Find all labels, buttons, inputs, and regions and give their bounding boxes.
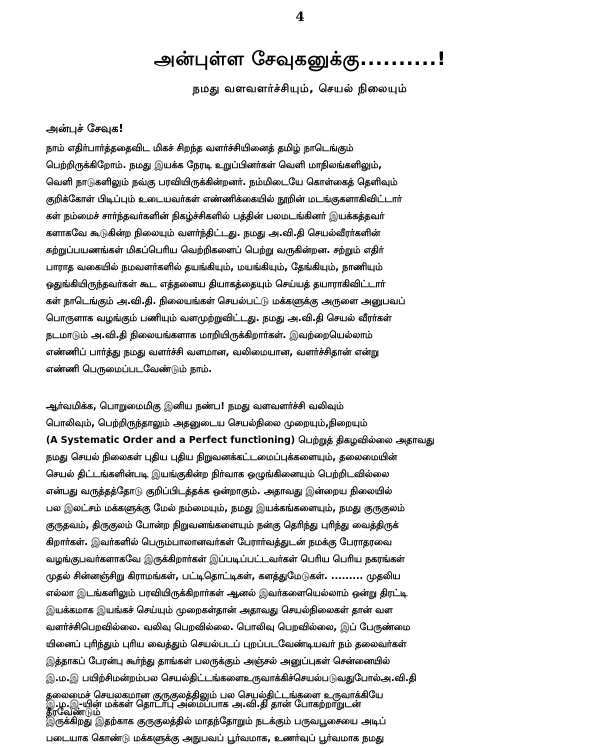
paragraph-line: வெளி நாடுகளிலும் நவ்கு பரவியிருக்கின்றனர். நம்மிடையே கொள்கைத் தெளிவும் (46, 177, 398, 188)
paragraph-line: நாம் எதிர்பார்த்ததைவிட மிகச் சிறந்த வளர்ச்சியினைத் தமிழ் நாடெங்கும் (46, 143, 354, 154)
paragraph-line: பொருளாக வழங்கும் பணியும் வளமுற்றுவிட்டது. நமது அ.வி.தி செயல் வீரர்கள் (46, 313, 392, 324)
paragraph-line: பொலிவும், பெற்றிருந்தாலும் அதனுடைய செயல்நிலை முறையும்,நிறையும் (46, 418, 368, 429)
page-title: அன்புள்ள சேவுகனுக்கு..........! (153, 48, 447, 70)
paragraph-line: இ.ம.இ-யின் மக்கள் தொடர்பு அமைப்பாக அ.வி.தி தான் போகற்றாறுடன் (46, 699, 361, 710)
paragraph-line: நடமாடும் அ.வி.தி நிலையங்களாக மாறியிருக்கிறார்கள். இவற்றையெல்லாம் (46, 330, 373, 341)
paragraph-line: கிறார்கள். இவர்களில் பெரும்பாலானவர்கள் பேரார்வத்துடன் நமக்கு பேராதரவை (46, 537, 392, 548)
paragraph-line: இயக்கமாக இயங்கச் செய்யும் முறைகள்தான் அதாவது செயல்நிலைகள் தான் வள (46, 605, 393, 616)
page-subtitle: நமது வளவளர்ச்சியும், செயல் நிலையும் (192, 82, 408, 95)
paragraph-line: குறிக்கோள் பிடிப்பும் உடையவர்கள் எண்ணிக்கையில் நூறின் மடங்குகளாகிவிட்டார் (46, 194, 402, 205)
paragraph-line: ஆர்வமிக்க, பொறுமைமிகு இனிய நண்ப! நமது வளவளர்ச்சி வலிவும் (46, 401, 344, 412)
paragraph-line: இருக்கிறது இதற்காக குருகுலத்தில் மாதந்தோறும் நடக்கும் பருவபூசையை அடிப் (46, 716, 386, 727)
paragraph-line: ஒதுங்கியிருந்தவர்கள் கூட எத்தனைய தியாகத்தையும் செய்யத் தயாராகிவிட்டார் (46, 279, 386, 290)
paragraph-line: பாராத வகையில் நமவளர்களில் தயங்கியும், மயங்கியும், தேங்கியும், நாணியும் (46, 262, 383, 273)
paragraph-line: யினைப் புரிந்தும் புரிய வைத்தும் செயல்படப் புறப்படவேண்டியவர் நம் தலைவர்கள் (46, 639, 407, 650)
paragraph-1 (46, 140, 554, 378)
paragraph-line: இத்தாகப் பேரன்பு கூர்ந்து தாங்கள் பலருக்கும் அஞ்சல் அனுப்புகள் சென்னையில் (46, 656, 391, 667)
paragraph-line: பல இலட்சம் மக்களுக்கு மேல் நம்மையும், நமது இயக்கங்களையும், நமது குருகுலம் (46, 503, 405, 514)
salutation: அன்புச் சேவுக! (46, 122, 124, 135)
paragraph-line: எண்ணிப் பார்த்து நமது வளர்ச்சி வளமான, வலிமையான, வளர்ச்சிதான் என்று (46, 347, 379, 358)
paragraph-line: (A Systematic Order and a Perfect functioning) பெற்றுத் திகழவில்லை அதாவது (46, 435, 435, 446)
paragraph-line: என்பது வருத்தத்தோடு குறிப்பிடத்தக்க ஒன்றாகும். அதாவது இன்றைய நிலையில் (46, 486, 393, 497)
paragraph-line: எண்ணி பெருமைப்படவேண்டும் நாம். (46, 364, 212, 375)
paragraph-line: தீரவேண்டும் (46, 707, 101, 718)
paragraph-line: கள் நம்மைச் சார்ந்தவர்களின் நிகழ்ச்சிகளில் பத்தின் பலமடங்கினர் இயக்கத்தவர் (46, 211, 385, 222)
paragraph-2 (46, 398, 554, 721)
paragraph-line: எல்லா இடங்களிலும் பரவியிருக்கிறார்கள் ஆனல் இவர்களையெல்லாம் ஒன்று திரட்டி (46, 588, 408, 599)
paragraph-line: குருதவம், திருகுலம் போன்ற நிறுவனங்களையும் நன்கு தெரிந்து புரிந்து வைத்திருக் (46, 520, 399, 531)
paragraph-line: இ.ம.இ பயிற்சிமன்றம்பல செயல்திட்டங்களைஉருவாக்கிச்செயல்படுவதுபோல்அ.வி.தி (46, 673, 417, 684)
paragraph-line: செயல் திட்டங்களின்படி இயங்குகின்ற நிர்வாக ஒழுங்கினையும் பெற்றிடவில்லை (46, 469, 390, 480)
paragraph-line: முதல் சின்னஞ்சிறு கிராமங்கள், பட்டிதொட்டிகள், களத்துமேடுகள். ......... முதலிய (46, 571, 401, 582)
paragraph-line: களாகவே கூடுகின்ற நிலையும் வளர்ந்திட்டது. நமது அ.வி.தி செயல்வீரர்களின் (46, 228, 381, 239)
paragraph-line: வழங்குபவர்களாகவே இருக்கிறார்கள் இப்படிப்பட்டவர்கள் பெரிய பெரிய நகரங்கள் (46, 554, 405, 565)
paragraph-line: படையாக கொண்டு மக்களுக்கு அநுபவப் பூர்வமாக, உணர்வுப் பூர்வமாக நமது (46, 733, 384, 744)
paragraph-line: தலைமைச் செயலகமான குருகுலத்திலும் பல செயல்திட்டங்களை உருவாக்கியே (46, 690, 384, 701)
paragraph-line: சுற்றுப்பயணங்கள் மிகப்பெரிய வெற்றிகளைப் பெற்று வருகின்றன. சற்றும் எதிர் (46, 245, 384, 256)
paragraph-line: கள் நாடெங்கும் அ.வி.தி. நிலையங்கள் செயல்பட்டு மக்களுக்கு அருளை அனுபவப் (46, 296, 406, 307)
paragraph-3 (46, 696, 554, 747)
paragraph-line: வளர்ச்சிபெறவில்லை. வலிவு பெறவில்லை. பொலிவு பெறவில்லை, இப் பேருண்மை (46, 622, 411, 633)
page-number: 4 (295, 10, 305, 25)
paragraph-line: நமது செயல் நிலைகள் புதிய புதிய நிறுவனக்கட்டமைப்புக்களையும், தலைமையின் (46, 452, 398, 463)
paragraph-line: பெற்றிருக்கிறோம். நமது இயக்க நேரடி உறுப்பினர்கள் வெளி மாநிலங்களிலும், (46, 160, 382, 171)
